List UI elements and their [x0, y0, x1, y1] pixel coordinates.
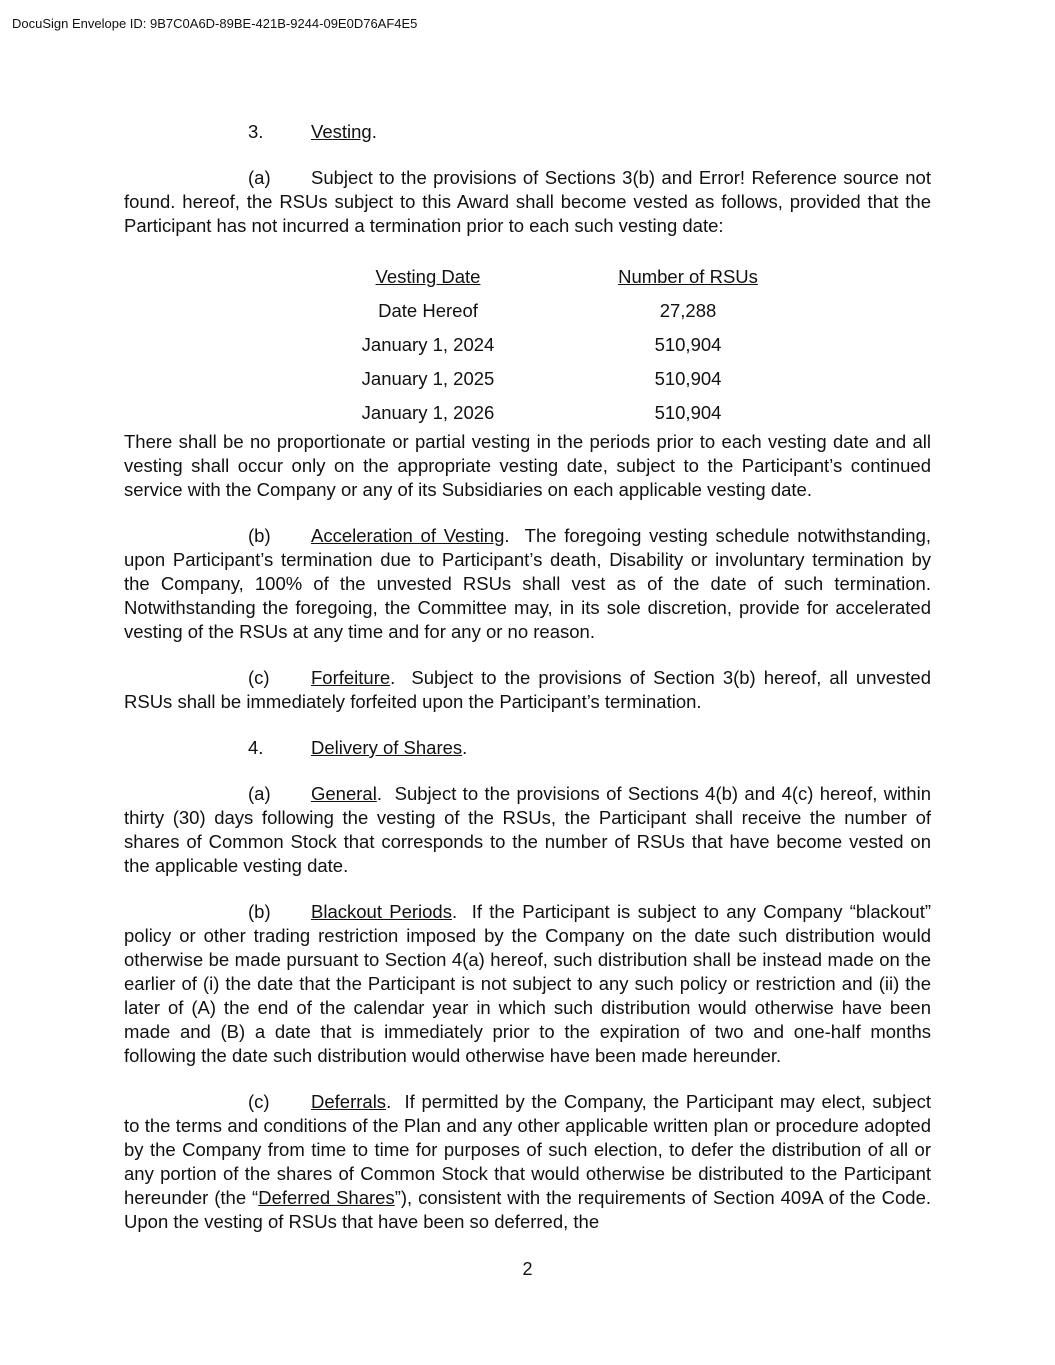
section-3-title: Vesting — [311, 121, 372, 142]
table-row — [328, 294, 808, 328]
page-number: 2 — [522, 1259, 533, 1279]
section-4-title: Delivery of Shares — [311, 737, 463, 758]
number-of-rsus-header: Number of RSUs — [618, 266, 758, 287]
vesting-date-cell: January 1, 2024 — [361, 334, 495, 355]
section-4b-paragraph: (b) Blackout Periods. If the Participant is subject to any Company “blackout” policy or other trading restriction imposed by the Company on the date such distribution would otherwise be made pursuant to Section 4(a) hereof, such distribution shall be instead made on the earlier of (i) the date that the Participant is not subject to any such policy or restriction and (ii) the later of (A) the end of the calendar year in which such distribution would otherwise have been made and (B) a date that is immediately prior to the expiration of two and one-half months following the date such distribution would otherwise have been made hereunder. — [124, 901, 931, 1066]
section-4c-label: (c) — [248, 1091, 270, 1112]
error-reference: Error! Reference source not found. — [124, 167, 931, 212]
table-row — [328, 396, 808, 430]
table-row — [328, 328, 808, 362]
section-3a-paragraph: (a) Subject to the provisions of Sections 3(b) and Error! Reference source not found. hereof, the RSUs subject to this Award shall become vested as follows, provided that the Participant has not incurred a termination prior to each such vesting date: — [124, 167, 931, 236]
docusign-envelope-id: DocuSign Envelope ID: 9B7C0A6D-89BE-421B-9244-09E0D76AF4E5 — [12, 16, 418, 31]
after-table-paragraph: There shall be no proportionate or partial vesting in the periods prior to each vesting date and all vesting shall occur only on the appropriate vesting date, subject to the Participant’s continued service with the Company or any of its Subsidiaries on each applicable vesting date. — [124, 431, 931, 500]
section-4c-paragraph: (c) Deferrals. If permitted by the Company, the Participant may elect, subject to the terms and conditions of the Plan and any other applicable written plan or procedure adopted by the Company from time to time for purposes of such election, to defer the distribution of all or any portion of the shares of Common Stock that would otherwise be distributed to the Participant hereunder (the “Deferred Shares”), consistent with the requirements of Section 409A of the Code. Upon the vesting of RSUs that have been so deferred, the — [124, 1091, 931, 1232]
section-3-number: 3. — [248, 121, 264, 142]
section-3-heading: 3. Vesting. — [248, 121, 377, 142]
table-header-row — [328, 260, 808, 294]
section-4c-title: Deferrals — [311, 1091, 387, 1112]
section-3c-label: (c) — [248, 667, 270, 688]
vesting-date-header: Vesting Date — [375, 266, 481, 287]
section-3c-title: Forfeiture — [311, 667, 391, 688]
deferred-shares-term: Deferred Shares — [258, 1187, 395, 1208]
section-3b-paragraph: (b) Acceleration of Vesting. The foregoing vesting schedule notwithstanding, upon Participant’s termination due to Participant’s death, Disability or involuntary termination by the Company, 100% of the unvested RSUs shall vest as of the date of such termination. Notwithstanding the foregoing, the Committee may, in its sole discretion, provide for accelerated vesting of the RSUs at any time and for any or no reason. — [124, 525, 931, 642]
section-4-number: 4. — [248, 737, 264, 758]
rsu-count-cell: 27,288 — [659, 300, 717, 321]
section-3a-label: (a) — [248, 167, 271, 188]
vesting-date-cell: January 1, 2025 — [361, 368, 495, 389]
section-4b-title: Blackout Periods — [311, 901, 452, 922]
vesting-date-cell: Date Hereof — [378, 300, 478, 321]
section-4b-label: (b) — [248, 901, 271, 922]
vesting-schedule-table — [328, 260, 808, 430]
section-4-heading: 4. Delivery of Shares. — [248, 737, 468, 758]
section-3c-paragraph: (c) Forfeiture. Subject to the provisions of Section 3(b) hereof, all unvested RSUs shall be immediately forfeited upon the Participant’s termination. — [124, 667, 931, 712]
rsu-count-cell: 510,904 — [654, 402, 722, 423]
section-4a-title: General — [311, 783, 377, 804]
section-3b-title: Acceleration of Vesting — [311, 525, 505, 546]
vesting-date-cell: January 1, 2026 — [361, 402, 495, 423]
section-4a-paragraph: (a) General. Subject to the provisions of Sections 4(b) and 4(c) hereof, within thirty (30) days following the vesting of the RSUs, the Participant shall receive the number of shares of Common Stock that corresponds to the number of RSUs that have become vested on the applicable vesting date. — [124, 783, 931, 876]
rsu-count-cell: 510,904 — [654, 368, 722, 389]
section-4a-label: (a) — [248, 783, 271, 804]
section-3b-label: (b) — [248, 525, 271, 546]
document-page — [124, 120, 931, 1234]
rsu-count-cell: 510,904 — [654, 334, 722, 355]
table-row — [328, 362, 808, 396]
